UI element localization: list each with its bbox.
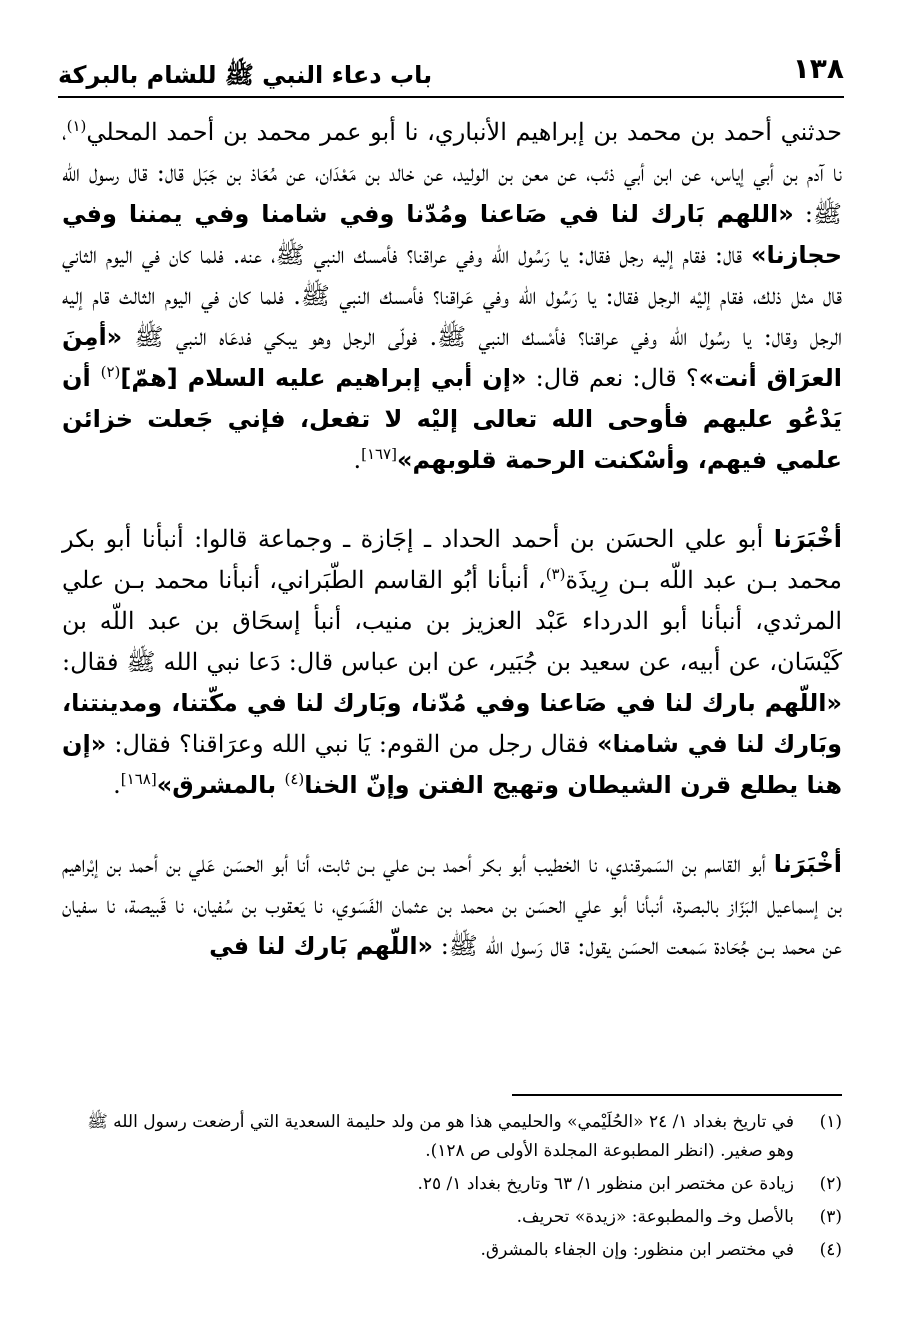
hadith-text: بالمشرق» xyxy=(156,771,285,799)
narration-text: ، أنبأنا أبُو القاسم الطّبَراني، أنبأنا محمد بـن علي المرثدي، أنبأنا أبو الدرداء عَبْد العزيز بن منيب، أنبأ إسحَاق بن عبد اللّه بن كَيْسَان، عن أبيه، عن سعيد بن جُبَير، عن ابن عباس قال: دَعا نبي الله ﷺ فقال: xyxy=(62,566,843,676)
footnote-number: (٣) xyxy=(819,1207,842,1227)
narration-text: . xyxy=(353,446,362,474)
hadith-text: «اللّهم بارك لنا في صَاعنا وفي مُدّنا، وبَارك لنا في مكّتنا، ومدينتنا، وبَارك لنا في شامنا» xyxy=(62,689,842,758)
footnote-reference: (١) xyxy=(66,117,87,135)
hadith-text: أن يَدْعُو عليهم فأوحى الله تعالى إليْه لا تفعل، فإني جَعلت خزائن علمي فيهم، وأسْكنت الرحمة قلوبهم» xyxy=(62,364,842,474)
footnote-text: بالأصل وخـ والمطبوعة: «زيدة» تحريف. xyxy=(516,1207,794,1227)
narration-text: . xyxy=(113,771,121,799)
footnote-reference: (٣) xyxy=(545,565,566,583)
page-number: ١٣٨ xyxy=(792,52,844,85)
footnote-reference: (٢) xyxy=(100,363,121,381)
hadith-text: «اللّهم بَارك لنا في xyxy=(209,932,434,960)
footnote-text: في تاريخ بغداد ١/ ٢٤ «الحُلَيْمي» والحليمي هذا هو من ولد حليمة السعدية التي أرضعت رسول الله ﷺ وهو صغير. (انظر المطبوعة المجلدة الأولى ص ١٢٨). xyxy=(87,1112,794,1161)
footnote-separator xyxy=(512,1094,842,1096)
paragraph xyxy=(62,519,842,806)
footnote xyxy=(62,1236,842,1265)
footnote-reference: [١٦٧] xyxy=(361,445,397,463)
running-title: باب دعاء النبي ﷺ للشام بالبركة xyxy=(58,61,433,89)
narration-text: أبو علي الحسَن بن أحمد الحداد ـ إجَازة ـ وجماعة قالوا: أنبأنا أبو بكر محمد بـن عبد اللّه بـن رِيذَة xyxy=(62,525,842,594)
footnote xyxy=(62,1108,842,1166)
isnad-lead-word: أخْبَرَنا xyxy=(773,850,842,878)
footnote-number: (٤) xyxy=(819,1240,842,1260)
narration-text: أبو القاسم بن السَمرقندي، نا الخطيب أبو بكر أحمد بـن علي بـن ثابت، أنا أبو الحسَن عَلي بن أحمد بن إبْراهيم بن إسماعيل البَزّاز بالبصرة، أنبأنا أبو علي الحسَن بن محمد بن عثمان الفَسَوي، نا يَعقوب بن سُفيان، نا قَبيصة، نا سفيان عن محمد بـن جُحَادة سَمعت الحسَن يقول: قال رَسول الله ﷺ: xyxy=(62,850,842,960)
narration-text: ، نا آدم بن أبي إياس، عن ابن أبي ذئب، عن معن بن الوليد، عن خالد بن مَعْدَان، عن مُعَاذ بن جَبَل قال: قال رسول الله ﷺ: xyxy=(62,118,842,228)
footnote-text: في مختصر ابن منظور: وإن الجفاء بالمشرق. xyxy=(480,1240,794,1260)
narration-text: حدثني أحمد بن محمد بن إبراهيم الأنباري، نا أبو عمر محمد بن أحمد المحلي xyxy=(86,118,842,146)
isnad-lead-word: أخْبَرَنا xyxy=(773,525,842,553)
narration-text: ؟ قال: نعم قال: xyxy=(526,364,699,392)
footnote-text: زيادة عن مختصر ابن منظور ١/ ٦٣ وتاريخ بغداد ١/ ٢٥. xyxy=(417,1174,794,1194)
page-header xyxy=(58,52,844,98)
hadith-text: «اللهم بَارك لنا في صَاعنا ومُدّنا وفي شامنا وفي يمننا وفي حجازنا» xyxy=(62,200,842,269)
paragraph xyxy=(62,112,842,481)
footnote xyxy=(62,1170,842,1199)
paragraph xyxy=(62,844,842,967)
footnote xyxy=(62,1203,842,1232)
footnote-number: (١) xyxy=(819,1112,842,1132)
footnote-reference: (٤) xyxy=(284,770,305,788)
hadith-text: «أمِنَ العرَاق أنت» xyxy=(62,323,843,392)
main-text xyxy=(62,112,842,967)
footnotes xyxy=(62,1108,842,1269)
narration-text: قال: فقام إليه رجل فقال: يا رَسُول الله وفي عراقنا؟ فأمسك النبي ﷺ، عنه. فلما كان في اليوم الثاني قال مثل ذلك، فقام إليْه الرجل فقال: يا رَسُول الله وفي عَراقنا؟ فأمسك النبي ﷺ. فلما كان في اليوم الثالث قام إليه الرجل وقال: يا رسُول الله وفي عراقنا؟ فأمْسك النبي ﷺ. فولّى الرجل وهو يبكي فدعَاه النبي ﷺ xyxy=(62,241,842,351)
hadith-text: «إن هنا يطلع قرن الشيطان وتهيج الفتن وإنّ الخنا xyxy=(62,730,842,799)
narration-text: فقال رجل من القوم: يَا نبي الله وعرَاقنا؟ فقال: xyxy=(106,730,598,758)
footnote-number: (٢) xyxy=(819,1174,842,1194)
footnote-reference: [١٦٨] xyxy=(120,770,157,788)
hadith-text: «إن أبي إبراهيم عليه السلام [همّ] xyxy=(120,364,527,392)
